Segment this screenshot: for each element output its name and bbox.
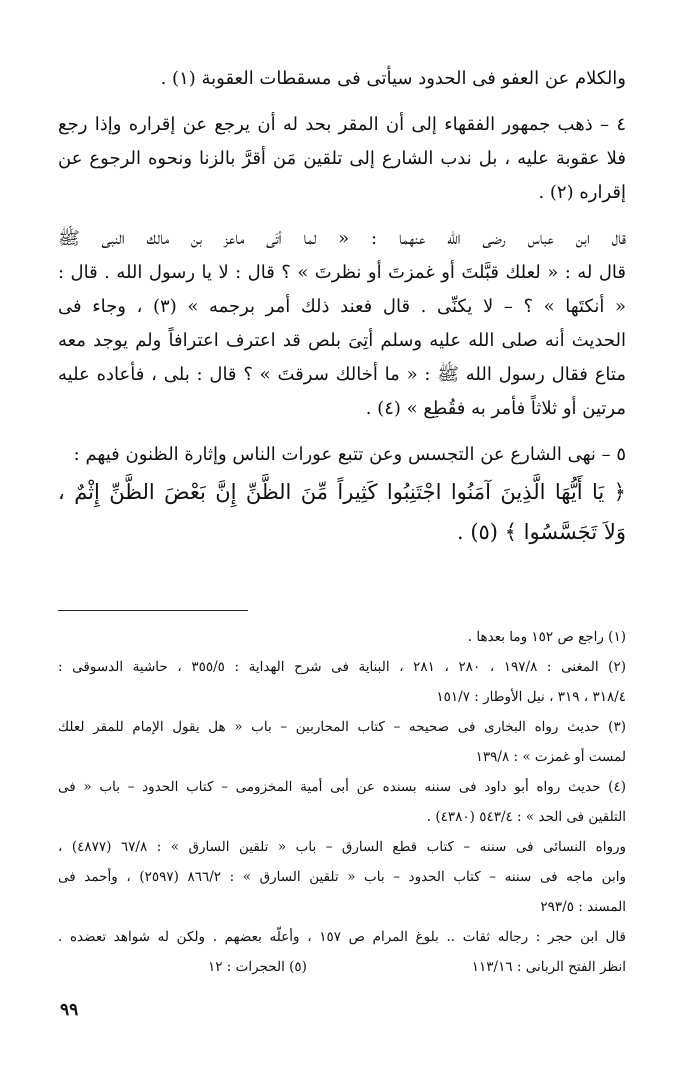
footnote-separator xyxy=(58,610,248,611)
paragraph-line: ٥ – نهى الشارع عن التجسس وعن تتبع عورات الناس وإثارة الظنون فيهم : xyxy=(73,444,626,465)
footnote-5: (٥) الحجرات : ١٢ xyxy=(208,959,307,975)
main-text xyxy=(58,62,626,552)
footnote-line: (٤) حديث رواه أبو داود فى سننه بسنده عن أبى أمية المخزومى – كتاب الحدود – باب « فى xyxy=(58,779,626,795)
footnote-line: لمست أو غمزت » : ١٣٩/٨ xyxy=(475,749,626,765)
quran-verse-line: وَلاَ تَجَسَّسُوا ﴾ (٥) . xyxy=(456,520,626,544)
footnotes xyxy=(58,622,626,982)
paragraph-line: قال له : « لعلك قبَّلتَ أو غمزتَ أو نظرتَ » ؟ قال : لا يا رسول الله . قال : xyxy=(58,262,626,283)
footnote-line: ورواه النسائى فى سننه – كتاب قطع السارق – باب « تلقين السارق » : ٦٧/٨ (٤٨٧٧) ، xyxy=(58,839,626,855)
paragraph-line: إقراره (٢) . xyxy=(538,182,626,203)
footnote-line: التلقين فى الحد » : ٥٤٣/٤ (٤٣٨٠) . xyxy=(426,809,626,825)
paragraph-line: فلا عقوبة عليه ، بل ندب الشارع إلى تلقين مَن أقرَّ بالزنا ونحوه الرجوع عن xyxy=(58,148,626,169)
paragraph-line: ٤ – ذهب جمهور الفقهاء إلى أن المقر بحد له أن يرجع عن إقراره وإذا رجع xyxy=(58,114,626,135)
footnote-line xyxy=(58,952,626,982)
quran-verse-line: ﴿ يَا أَيُّهَا الَّذِينَ آمَنُوا اجْتَنِبُوا كَثِيراً مِّنَ الظَّنِّ إِنَّ بَعْضَ الظَّنِّ إِثْمٌ ، xyxy=(58,480,626,504)
footnote-reference: انظر الفتح الربانى : ١١٣/١٦ xyxy=(471,959,626,975)
paragraph-line: « أنكتَها » ؟ – لا يكنِّى . قال فعند ذلك أمر برجمه » (٣) ، وجاء فى xyxy=(58,296,626,317)
footnote-line: وابن ماجه فى سننه – كتاب الحدود – باب « تلقين السارق » : ٨٦٦/٢ (٢٥٩٧) ، وأحمد فى xyxy=(58,869,626,885)
paragraph-line: الحديث أنه صلى الله عليه وسلم أتِىَ بلص قد اعترف اعترافاً ولم يوجد معه xyxy=(58,330,626,351)
footnote-line: (١) راجع ص ١٥٢ وما بعدها . xyxy=(467,629,626,645)
page-number: ٩٩ xyxy=(60,1000,79,1020)
paragraph-line: مرتين أو ثلاثاً فأمر به فقُطِع » (٤) . xyxy=(365,398,626,419)
paragraph-line: قال ابن عباس رضى الله عنهما : « لما أتَى ماعز بن مالك النبى ﷺ xyxy=(58,228,626,249)
footnote-line: ٣١٨/٤ ، ٣١٩ ، نيل الأوطار : ١٥١/٧ xyxy=(436,689,626,705)
paragraph-line: متاع فقال رسول الله ﷺ : « ما أخالك سرقتَ » ؟ قال : بلى ، فأعاده عليه xyxy=(58,364,626,385)
footnote-line: قال ابن حجر : رجاله ثقات .. بلوغ المرام ص ١٥٧ ، وأعلّه بعضهم . ولكن له شواهد تعضده . xyxy=(58,929,626,945)
footnote-line: (٢) المغنى : ١٩٧/٨ ، ٢٨٠ ، ٢٨١ ، البناية فى شرح الهداية : ٣٥٥/٥ ، حاشية الدسوقى : xyxy=(58,659,626,675)
footnote-line: المسند : ٢٩٣/٥ xyxy=(540,899,626,915)
paragraph-line: والكلام عن العفو فى الحدود سيأتى فى مسقطات العقوبة (١) . xyxy=(160,68,626,89)
footnote-line: (٣) حديث رواه البخارى فى صحيحه – كتاب المحاربين – باب « هل يقول الإمام للمقر لعلك xyxy=(58,719,626,735)
